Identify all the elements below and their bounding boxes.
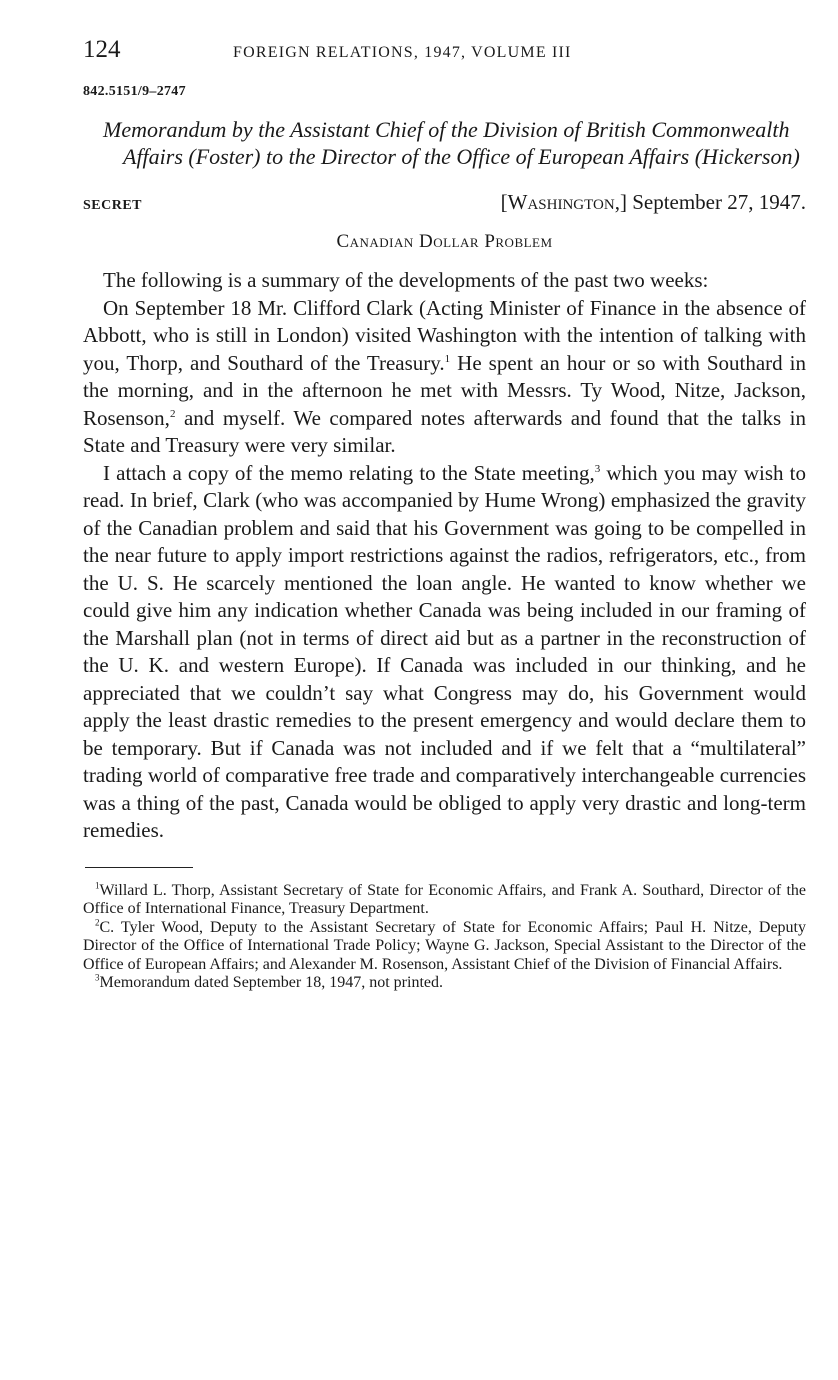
- footnotes: [83, 882, 806, 993]
- file-number: 842.5151/9–2747: [83, 84, 186, 99]
- footnote-mark: 3: [95, 972, 100, 983]
- footnote-2: $^2$C. Tyler Wood, Deputy to the Assistant Secretary of State for Economic Affairs; Paul H. Nitze, Deputy Director of the Office of International Trade Policy; Wayne G. Jackson, Special Assistant to the Director of the Office of European Affairs; and Alexander M. Rosenson, Assistant Chief of the Division of Financial Affairs.: [83, 917, 806, 973]
- page-number: 124: [83, 36, 121, 63]
- classification-label: SECRET: [83, 198, 143, 213]
- memo-body: [83, 267, 806, 845]
- footnote-3: $^3$Memorandum dated September 18, 1947, not printed.: [95, 972, 443, 991]
- memo-title: Memorandum by the Assistant Chief of the Division of British Commonwealth Affairs (Foster) to the Director of the Office of European Affairs (Hickerson): [103, 117, 800, 169]
- date-line: [Washington,] September 27, 1947.: [500, 190, 806, 214]
- paragraph-1: The following is a summary of the developments of the past two weeks:: [103, 268, 709, 292]
- footnote-mark: 2: [95, 917, 100, 928]
- date-text: September 27, 1947.: [626, 190, 806, 214]
- running-title: FOREIGN RELATIONS, 1947, VOLUME III: [233, 44, 572, 61]
- footnote-divider: [85, 867, 193, 868]
- footnote-1: $^1$Willard L. Thorp, Assistant Secretary of State for Economic Affairs, and Frank A. Southard, Director of the Office of International Finance, Treasury Department.: [83, 880, 806, 917]
- footnote-ref-3[interactable]: 3: [594, 462, 601, 475]
- footnote-ref-1[interactable]: 1: [444, 352, 451, 365]
- paragraph-3: I attach a copy of the memo relating to the State meeting,$^3$ which you may wish to read. In brief, Clark (who was accompanied by Hume Wrong) emphasized the gravity of the Canadian problem and said that his Government was going to be compelled in the near future to apply import restrictions against the radios, refrigerators, etc., from the U. S. He scarcely mentioned the loan angle. He wanted to know whether we could give him any indication whether Canada was being included in our framing of the Marshall plan (not in terms of direct aid but as a partner in the reconstruction of the U. K. and western Europe). If Canada was included in our thinking, and he appreciated that we couldn’t say what Congress may do, his Government would apply the least drastic remedies to the present emergency and would declare them to be temporary. But if Canada was not included and if we felt that a “multilateral” trading world of comparative free trade and comparatively interchangeable currencies was a thing of the past, Canada would be obliged to apply very drastic and long-term remedies.: [83, 460, 806, 842]
- subject-heading: Canadian Dollar Problem: [336, 231, 553, 252]
- date-place: Washington: [507, 190, 615, 214]
- dateline: [83, 190, 806, 215]
- page-header: [83, 36, 806, 72]
- footnote-ref-2[interactable]: 2: [169, 407, 176, 420]
- paragraph-2: On September 18 Mr. Clifford Clark (Acting Minister of Finance in the absence of Abbott, who is still in London) visited Washington with the intention of talking with you, Thorp, and Southard of the Treasury.$^1$ He spent an hour or so with Southard in the morning, and in the afternoon he met with Messrs. Ty Wood, Nitze, Jackson, Rosenson,$^2$ and myself. We compared notes afterwards and found that the talks in State and Treasury were very similar.: [83, 295, 806, 457]
- footnote-mark: 1: [95, 880, 100, 891]
